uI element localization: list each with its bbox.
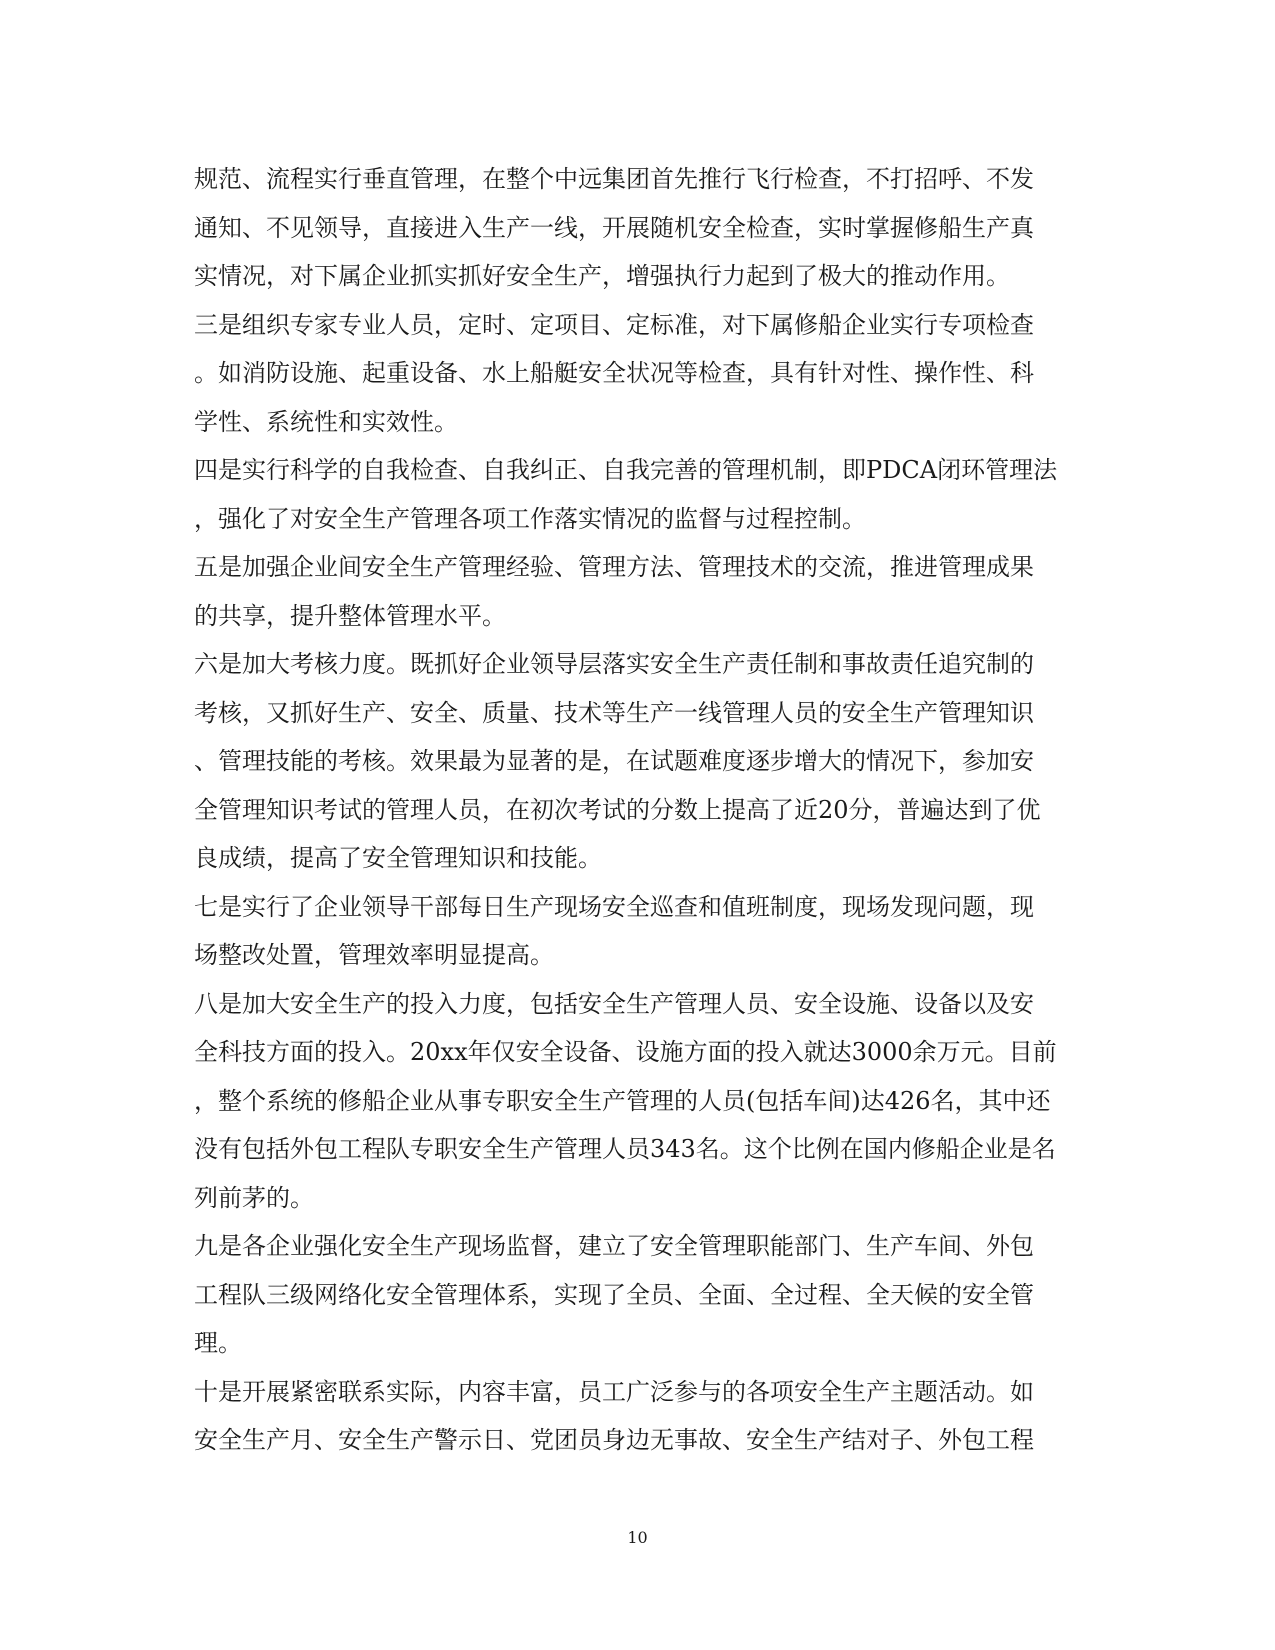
- text-line: 四是实行科学的自我检查、自我纠正、自我完善的管理机制，即PDCA闭环管理法: [194, 456, 1058, 484]
- text-line: 八是加大安全生产的投入力度，包括安全生产管理人员、安全设施、设备以及安: [194, 989, 1034, 1018]
- text-line: 考核，又抓好生产、安全、质量、技术等生产一线管理人员的安全生产管理知识: [194, 698, 1034, 727]
- text-line: ，整个系统的修船企业从事专职安全生产管理的人员(包括车间)达426名，其中还: [194, 1086, 1051, 1115]
- text-line: 规范、流程实行垂直管理，在整个中远集团首先推行飞行检查，不打招呼、不发: [194, 165, 1034, 193]
- body-text: [194, 155, 1094, 1465]
- text-line: 良成绩，提高了安全管理知识和技能。: [194, 844, 602, 872]
- text-line: 理。: [194, 1329, 242, 1357]
- text-line: 场整改处置，管理效率明显提高。: [194, 941, 554, 969]
- text-line: 通知、不见领导，直接进入生产一线，开展随机安全检查，实时掌握修船生产真: [194, 213, 1034, 242]
- text-line: 五是加强企业间安全生产管理经验、管理方法、管理技术的交流，推进管理成果: [194, 553, 1034, 581]
- text-line: 没有包括外包工程队专职安全生产管理人员343名。这个比例在国内修船企业是名: [194, 1135, 1056, 1163]
- text-line: 。如消防设施、起重设备、水上船艇安全状况等检查，具有针对性、操作性、科: [194, 359, 1034, 387]
- text-line: 工程队三级网络化安全管理体系，实现了全员、全面、全过程、全天候的安全管: [194, 1280, 1034, 1309]
- text-line: ，强化了对安全生产管理各项工作落实情况的监督与过程控制。: [194, 504, 866, 533]
- text-line: 安全生产月、安全生产警示日、党团员身边无事故、安全生产结对子、外包工程: [194, 1426, 1034, 1454]
- text-line: 、管理技能的考核。效果最为显著的是，在试题难度逐步增大的情况下，参加安: [194, 747, 1034, 775]
- text-line: 学性、系统性和实效性。: [194, 407, 458, 436]
- text-line: 列前茅的。: [194, 1183, 314, 1212]
- text-line: 的共享，提升整体管理水平。: [194, 601, 506, 630]
- text-line: 实情况，对下属企业抓实抓好安全生产，增强执行力起到了极大的推动作用。: [194, 262, 1010, 290]
- text-line: 七是实行了企业领导干部每日生产现场安全巡查和值班制度，现场发现问题，现: [194, 892, 1034, 921]
- text-line: 三是组织专家专业人员，定时、定项目、定标准，对下属修船企业实行专项检查: [194, 310, 1034, 339]
- text-line: 十是开展紧密联系实际，内容丰富，员工广泛参与的各项安全生产主题活动。如: [194, 1377, 1034, 1406]
- text-line: 全管理知识考试的管理人员，在初次考试的分数上提高了近20分，普遍达到了优: [194, 795, 1041, 824]
- text-line: 全科技方面的投入。20xx年仅安全设备、设施方面的投入就达3000余万元。目前: [194, 1038, 1057, 1066]
- text-line: 六是加大考核力度。既抓好企业领导层落实安全生产责任制和事故责任追究制的: [194, 650, 1034, 678]
- text-line: 九是各企业强化安全生产现场监督，建立了安全管理职能部门、生产车间、外包: [194, 1232, 1034, 1260]
- page-number: 10: [627, 1528, 648, 1547]
